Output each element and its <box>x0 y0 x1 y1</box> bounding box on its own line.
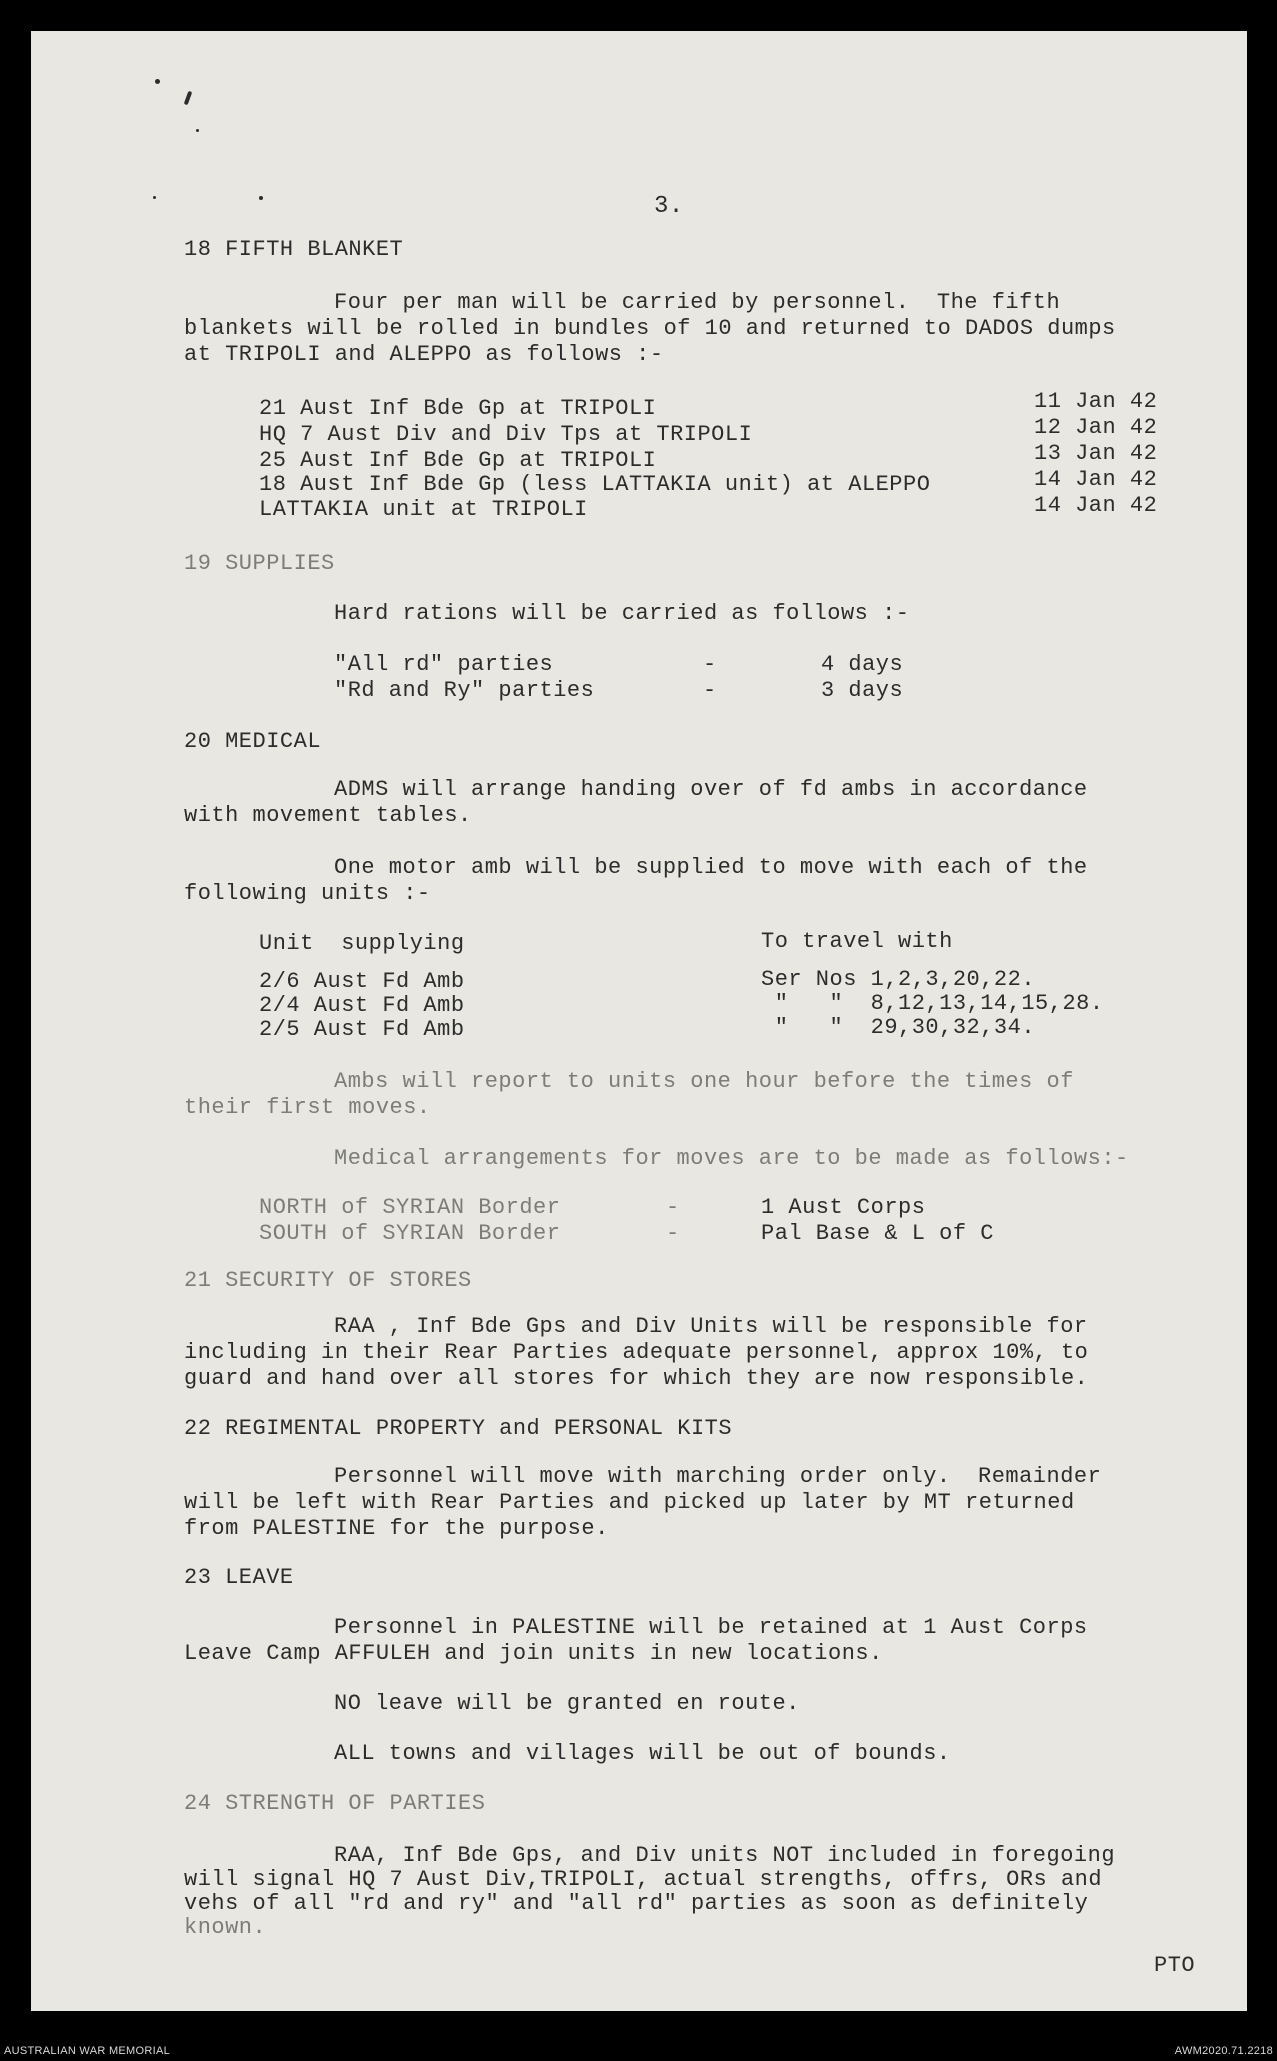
table-row-date: 13 Jan 42 <box>1034 441 1158 466</box>
paragraph-line: will be left with Rear Parties and picked up later by MT returned <box>184 1490 1075 1515</box>
section-heading: 18 FIFTH BLANKET <box>184 237 404 262</box>
column-header: To travel with <box>761 929 953 954</box>
table-row-date: 14 Jan 42 <box>1034 467 1158 492</box>
table-row-label: HQ 7 Aust Div and Div Tps at TRIPOLI <box>259 422 753 447</box>
paragraph-line: vehs of all "rd and ry" and "all rd" parties as soon as definitely <box>184 1891 1089 1916</box>
table-row-label: 21 Aust Inf Bde Gp at TRIPOLI <box>259 396 657 421</box>
border-dash: - <box>666 1195 680 1220</box>
amb-travel: " " 29,30,32,34. <box>761 1015 1036 1040</box>
supply-dash: - <box>703 652 717 677</box>
supply-days: 4 days <box>821 652 904 677</box>
section-heading: 23 LEAVE <box>184 1565 294 1590</box>
paragraph-line: Personnel will move with marching order only. Remainder <box>334 1464 1102 1489</box>
paragraph-line: with movement tables. <box>184 803 472 828</box>
supply-days: 3 days <box>821 678 904 703</box>
supply-party: "Rd and Ry" parties <box>334 678 595 703</box>
paragraph-line: their first moves. <box>184 1095 431 1120</box>
archive-reference: AWM2020.71.2218 <box>1174 2045 1273 2057</box>
document-page <box>31 31 1247 2011</box>
paragraph-line: Four per man will be carried by personnel. The fifth <box>334 290 1061 315</box>
table-row-label: 18 Aust Inf Bde Gp (less LATTAKIA unit) at ALEPPO <box>259 472 931 497</box>
table-row-date: 12 Jan 42 <box>1034 415 1158 440</box>
paragraph-line: Personnel in PALESTINE will be retained at 1 Aust Corps <box>334 1615 1088 1640</box>
amb-travel: " " 8,12,13,14,15,28. <box>761 991 1104 1016</box>
paragraph-line: Hard rations will be carried as follows :- <box>334 601 910 626</box>
border-area: NORTH of SYRIAN Border <box>259 1195 561 1220</box>
border-responsibility: 1 Aust Corps <box>761 1195 926 1220</box>
amb-unit: 2/6 Aust Fd Amb <box>259 969 465 994</box>
column-header: Unit supplying <box>259 931 465 956</box>
paragraph-line: One motor amb will be supplied to move with each of the <box>334 855 1088 880</box>
page-number: 3. <box>654 193 684 220</box>
punch-mark <box>196 129 199 132</box>
paragraph-line: RAA , Inf Bde Gps and Div Units will be responsible for <box>334 1314 1088 1339</box>
paragraph-line: known. <box>184 1915 267 1940</box>
amb-unit: 2/4 Aust Fd Amb <box>259 993 465 1018</box>
section-heading: 20 MEDICAL <box>184 729 322 754</box>
supply-party: "All rd" parties <box>334 652 554 677</box>
paragraph-line: from PALESTINE for the purpose. <box>184 1516 609 1541</box>
section-heading: 24 STRENGTH OF PARTIES <box>184 1791 486 1816</box>
punch-mark <box>259 196 263 200</box>
table-row-date: 11 Jan 42 <box>1034 389 1158 414</box>
paragraph-line: guard and hand over all stores for which they are now responsible. <box>184 1366 1089 1391</box>
paragraph-line: NO leave will be granted en route. <box>334 1691 800 1716</box>
paragraph-line: at TRIPOLI and ALEPPO as follows :- <box>184 342 664 367</box>
paragraph-line: RAA, Inf Bde Gps, and Div units NOT included in foregoing <box>334 1843 1116 1868</box>
amb-unit: 2/5 Aust Fd Amb <box>259 1017 465 1042</box>
paragraph-line: including in their Rear Parties adequate personnel, approx 10%, to <box>184 1340 1089 1365</box>
paragraph-line: ALL towns and villages will be out of bounds. <box>334 1741 951 1766</box>
border-responsibility: Pal Base & L of C <box>761 1221 994 1246</box>
paragraph-line: Ambs will report to units one hour before the times of <box>334 1069 1074 1094</box>
paragraph-line: following units :- <box>184 881 431 906</box>
punch-mark <box>155 79 160 84</box>
section-heading: 21 SECURITY OF STORES <box>184 1268 472 1293</box>
table-row-label: LATTAKIA unit at TRIPOLI <box>259 497 588 522</box>
section-heading: 22 REGIMENTAL PROPERTY and PERSONAL KITS <box>184 1416 733 1441</box>
border-area: SOUTH of SYRIAN Border <box>259 1221 561 1246</box>
punch-mark <box>184 91 193 106</box>
paragraph-line: Medical arrangements for moves are to be made as follows:- <box>334 1146 1129 1171</box>
section-heading: 19 SUPPLIES <box>184 551 335 576</box>
archive-credit: AUSTRALIAN WAR MEMORIAL <box>4 2045 171 2057</box>
pto-note: PTO <box>1154 1953 1196 1978</box>
border-dash: - <box>666 1221 680 1246</box>
paragraph-line: ADMS will arrange handing over of fd ambs in accordance <box>334 777 1088 802</box>
table-row-date: 14 Jan 42 <box>1034 493 1158 518</box>
supply-dash: - <box>703 678 717 703</box>
amb-travel: Ser Nos 1,2,3,20,22. <box>761 967 1036 992</box>
table-row-label: 25 Aust Inf Bde Gp at TRIPOLI <box>259 448 657 473</box>
paragraph-line: blankets will be rolled in bundles of 10 and returned to DADOS dumps <box>184 316 1116 341</box>
paragraph-line: Leave Camp AFFULEH and join units in new locations. <box>184 1641 883 1666</box>
paragraph-line: will signal HQ 7 Aust Div,TRIPOLI, actual strengths, offrs, ORs and <box>184 1867 1103 1892</box>
punch-mark <box>153 196 156 199</box>
